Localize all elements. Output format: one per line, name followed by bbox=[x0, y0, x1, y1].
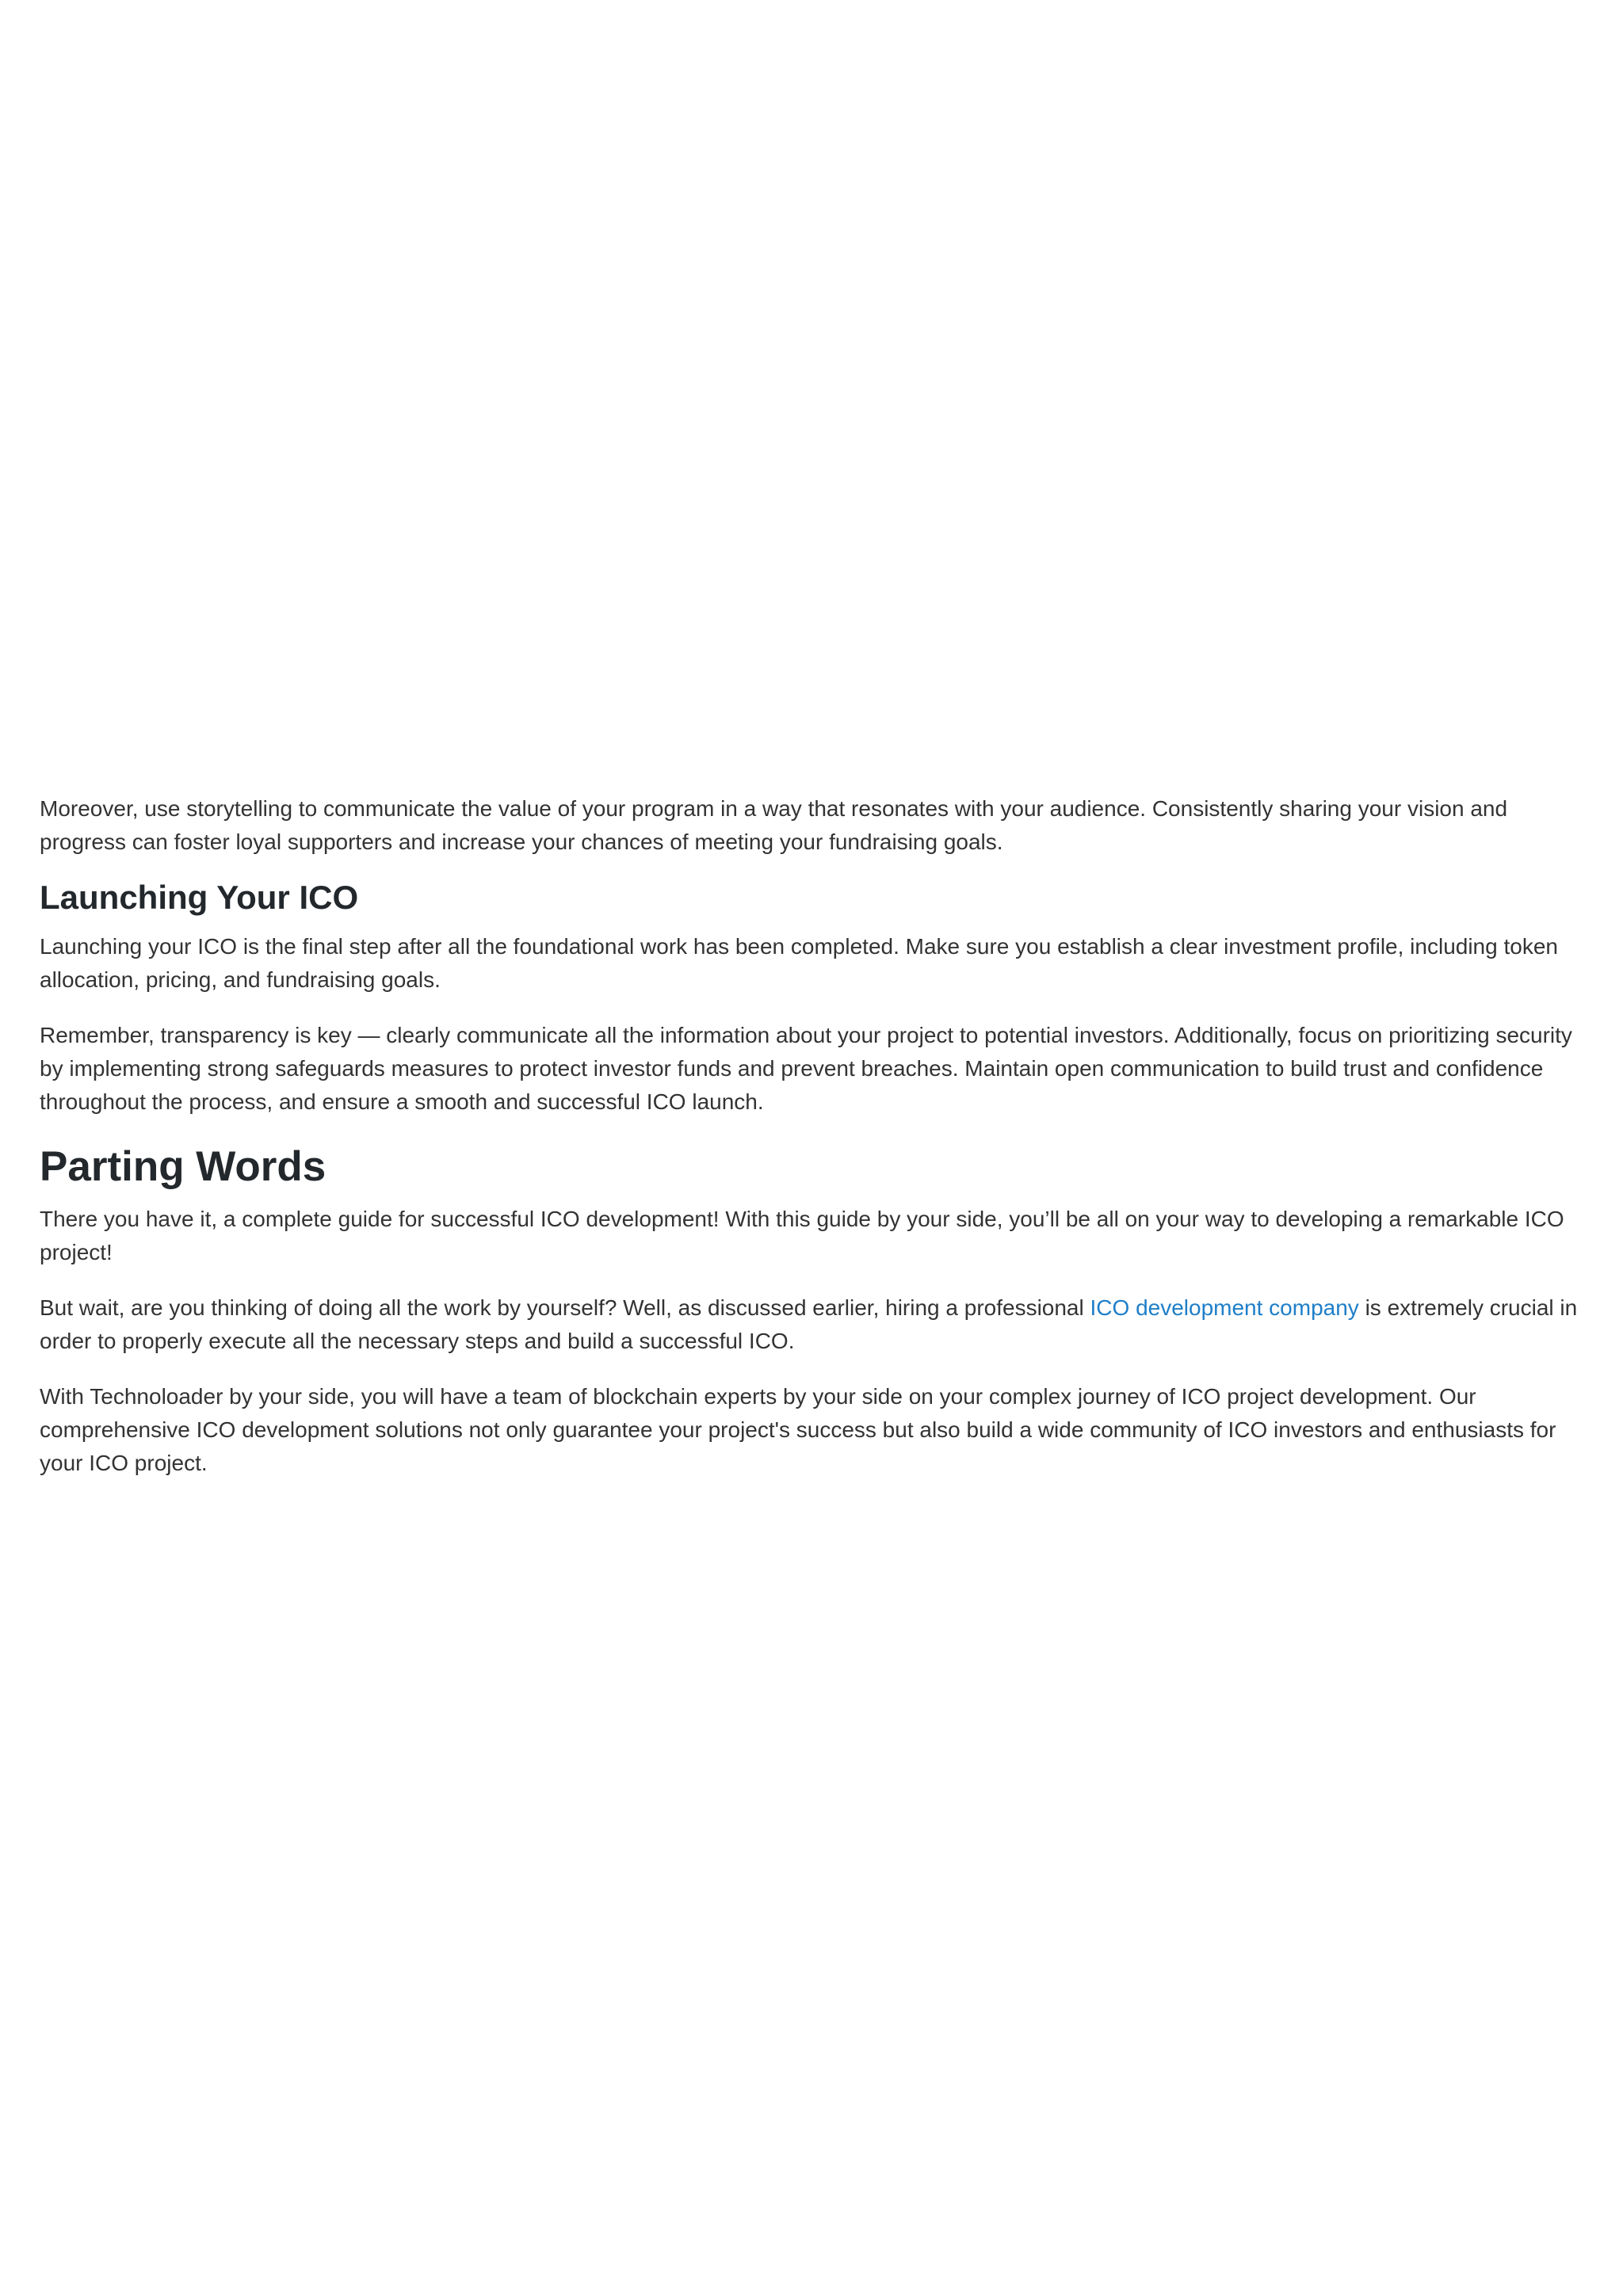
article-body bbox=[40, 792, 1593, 1502]
launching-paragraph-1: Launching your ICO is the final step after all the foundational work has been completed. Make sure you establish a clear investment profile, including token allocation, pricing, and fundraising goals. bbox=[40, 934, 1558, 992]
launching-paragraph-2: Remember, transparency is key — clearly communicate all the information about your project to potential investors. Additionally, focus on prioritizing security by implementing strong safeguards measures to protect investor funds and prevent breaches. Maintain open communication to build trust and confidence throughout the process, and ensure a smooth and successful ICO launch. bbox=[40, 1023, 1572, 1114]
parting-paragraph-2-after: is extremely crucial in order to properly execute all the necessary steps and build a successful ICO. bbox=[40, 1295, 1578, 1353]
parting-paragraph-3: With Technoloader by your side, you will have a team of blockchain experts by your side on your complex journey of ICO project development. Our comprehensive ICO development solutions not only guarantee your project's success but also build a wide community of ICO investors and enthusiasts for your ICO project. bbox=[40, 1384, 1556, 1475]
parting-heading: Parting Words bbox=[40, 1143, 327, 1190]
intro-paragraph: Moreover, use storytelling to communicate the value of your program in a way that resonates with your audience. Consistently sharing your vision and progress can foster loyal supporters and increase your chances of meeting your fundraising goals. bbox=[40, 796, 1508, 854]
launching-heading: Launching Your ICO bbox=[40, 879, 359, 916]
parting-paragraph-2-before: But wait, are you thinking of doing all the work by yourself? Well, as discussed earlier, hiring a professional bbox=[40, 1295, 1090, 1320]
parting-paragraph-1: There you have it, a complete guide for successful ICO development! With this guide by your side, you’ll be all on your way to developing a remarkable ICO project! bbox=[40, 1207, 1564, 1264]
ico-development-company-link[interactable]: ICO development company bbox=[1090, 1295, 1359, 1320]
parting-paragraph-2 bbox=[40, 1291, 1593, 1358]
